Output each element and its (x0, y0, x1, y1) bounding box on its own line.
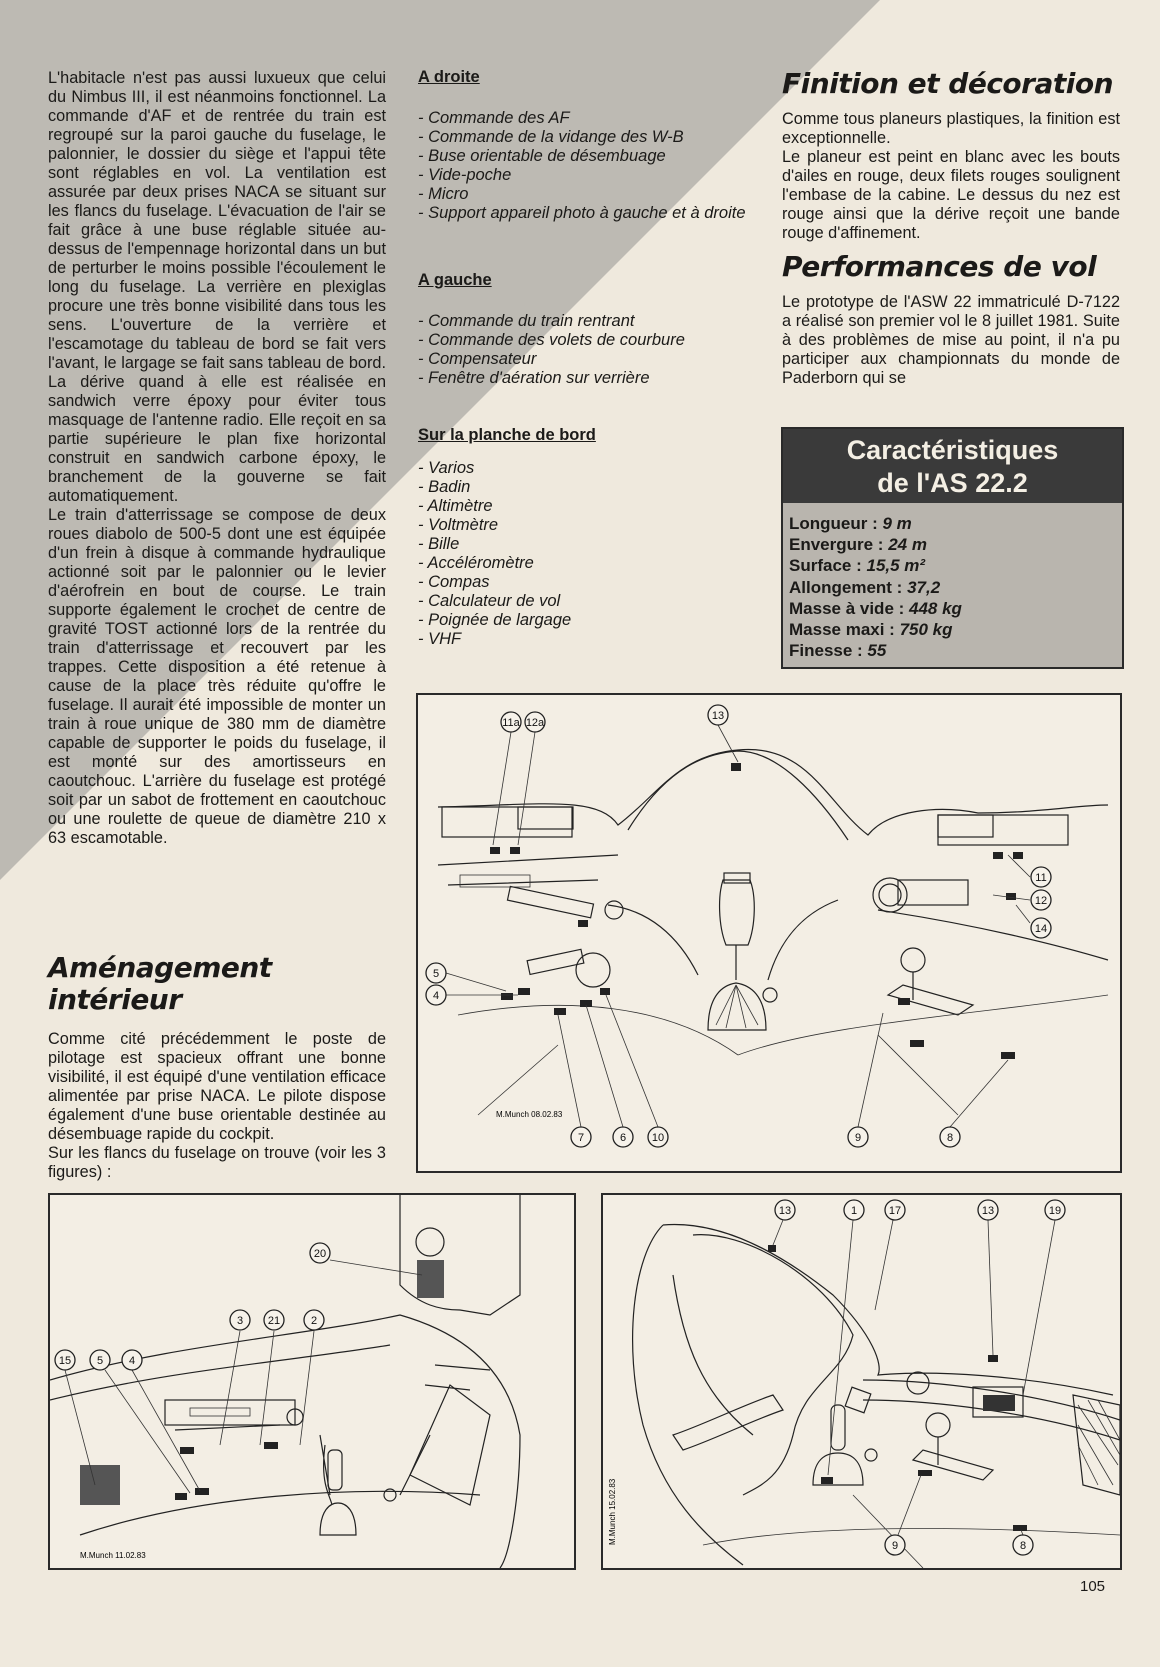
spec-row: Finesse : 55 (789, 641, 887, 661)
list-item: - Badin (418, 478, 758, 497)
callout-label: 12a (525, 717, 545, 729)
finition-paragraph: Comme tous planeurs plastiques, la finition est exceptionnelle. (782, 110, 1120, 147)
left-section-2 (48, 952, 386, 1182)
list-item: - Compensateur (418, 350, 758, 369)
callout-label: 9 (854, 1132, 862, 1144)
list-item: - Calculateur de vol (418, 592, 758, 611)
spec-row: Envergure : 24 m (789, 535, 927, 555)
callout-label: 15 (58, 1355, 72, 1367)
figure-left-side (48, 1193, 576, 1570)
page-number: 105 (1080, 1578, 1106, 1595)
train-paragraph: Le train d'atterrissage se compose de deux roues diabolo de 500-5 dont une est équipée d'un frein à disque à commande hydraulique actionné soit par le palonnier ou le levier d'aérofrein en bout de course. Le train supporte également le crochet de centre de gravité TOST actionné lors de la rentrée du train d'atterrissage et recouvert par les trappes. Cette disposition a été retenue à cause de la place très réduite qu'offre le fuselage. Il aurait été impossible de monter un train à roue unique de 380 mm de diamètre capable de supporter le poids du fuselage, il est monté sur des amortisseurs en caoutchouc. L'arrière du fuselage est protégé soit par un sabot de frottement en caoutchouc ou une roulette de queue de diamètre 210 x 63 escamotable. (48, 506, 386, 847)
list-item: - Varios (418, 459, 758, 478)
callout-label: 4 (128, 1355, 136, 1367)
left-side-drawing (50, 1195, 574, 1568)
group-a-droite (418, 68, 758, 223)
callout-label: 17 (888, 1205, 902, 1217)
section-heading-finition: Finition et décoration (782, 67, 1114, 100)
list-item: - Voltmètre (418, 516, 758, 535)
performances-paragraph: Le prototype de l'ASW 22 immatriculé D-7122 a réalisé son premier vol le 8 juillet 1981. Suite à des problèmes de mise au point, il n'a pu participer aux championnats du monde de Paderborn qui se (782, 293, 1120, 387)
right-side-drawing (603, 1195, 1120, 1568)
intro-paragraph: L'habitacle n'est pas aussi luxueux que celui du Nimbus III, il est néanmoins fonctionnel. La commande d'AF et de rentrée du train est regroupé sur la paroi gauche du fuselage, le palonnier, le dossier du siège et l'appui tête sont réglables en vol. La ventilation est assurée par deux prises NACA se situant sur les flancs du fuselage. L'évacuation de l'air se fait grâce à une buse réglable située au-dessus de l'empennage horizontal dans un but de perturber le moins possible l'écoulement le long du fuselage. La verrière en plexiglas procure une très bonne visibilité dans tous les sens. L'ouverture de la verrière et l'escamotage du tableau de bord se fait vers l'avant, le largage se fait sans tableau de bord. La dérive quand à elle est réalisée en sandwich verre époxy pour éviter tous masquage de l'antenne radio. Elle reçoit en sa partie supérieure le plan fixe horizontal construit en sandwich carbone époxy, le branchement de la gouverne se fait automatiquement. (48, 69, 386, 505)
group-title: A droite (418, 68, 480, 86)
amenagement-paragraph: Comme cité précédemment le poste de pilotage est spacieux offrant une bonne visibilité, il est équipé d'une ventilation efficace alimentée par prise NACA. Le pilote dispose également d'une buse orientable destinée au désembuage rapide du cockpit. (48, 1030, 386, 1143)
callout-label: 11 (1035, 872, 1047, 884)
spec-row: Longueur : 9 m (789, 514, 912, 533)
list-item: - Altimètre (418, 497, 758, 516)
list-item: - Buse orientable de désembuage (418, 147, 758, 166)
spec-title-line-2: de l'AS 22.2 (877, 468, 1028, 498)
section-heading-amenagement: Aménagement intérieur (48, 951, 272, 1016)
figure-signature: M.Munch 08.02.83 (496, 1110, 563, 1119)
callout-label: 11a (502, 717, 520, 729)
list-item: - Micro (418, 185, 758, 204)
callout-label: 6 (619, 1132, 627, 1144)
list-item: - Bille (418, 535, 758, 554)
right-column (782, 68, 1120, 388)
spec-row: Masse à vide : 448 kg (789, 598, 962, 618)
figure-right-side (601, 1193, 1122, 1570)
group-planche-de-bord (418, 426, 758, 649)
finition-paragraph: Le planeur est peint en blanc avec les bouts d'ailes en rouge, deux filets rouges soulignent l'embase de la cabine. Le dessus du nez est rouge ainsi que la dérive reçoit une bande rouge d'affinement. (782, 148, 1120, 242)
section-heading-performances: Performances de vol (782, 250, 1097, 283)
cockpit-drawing (418, 695, 1120, 1171)
callout-label: 21 (267, 1315, 281, 1327)
callout-label: 2 (310, 1315, 318, 1327)
callout-label: 9 (891, 1540, 899, 1552)
callout-label: 7 (577, 1132, 585, 1144)
list-item: - Commande de la vidange des W-B (418, 128, 758, 147)
figure-signature: M.Munch 15.02.83 (608, 1478, 617, 1545)
callout-label: 8 (946, 1132, 954, 1144)
spec-box-title (783, 429, 1122, 503)
middle-column (418, 68, 758, 689)
callout-label: 4 (432, 990, 440, 1002)
list-item: - Commande des volets de courbure (418, 331, 758, 350)
callout-label: 8 (1019, 1540, 1027, 1552)
callout-label: 3 (236, 1315, 244, 1327)
spec-row: Allongement : 37,2 (789, 577, 941, 597)
callout-label: 14 (1034, 923, 1048, 935)
list-item: - Poignée de largage (418, 611, 758, 630)
list-item: - Support appareil photo à gauche et à droite (418, 204, 758, 223)
callout-label: 13 (711, 710, 725, 722)
callout-label: 19 (1048, 1205, 1062, 1217)
callout-label: 5 (96, 1355, 104, 1367)
group-a-gauche (418, 271, 758, 388)
list-item: - Accéléromètre (418, 554, 758, 573)
spec-row: Surface : 15,5 m² (789, 556, 926, 576)
list-item: - Commande des AF (418, 109, 758, 128)
amenagement-intro-list: Sur les flancs du fuselage on trouve (voir les 3 figures) : (48, 1144, 386, 1181)
figure-signature: M.Munch 11.02.83 (80, 1551, 146, 1560)
callout-label: 5 (432, 968, 440, 980)
callout-label: 20 (313, 1248, 327, 1260)
figure-cockpit-panel (416, 693, 1122, 1173)
callout-label: 1 (850, 1205, 858, 1217)
list-item: - VHF (418, 630, 758, 649)
group-title: Sur la planche de bord (418, 426, 596, 444)
callout-label: 13 (981, 1205, 995, 1217)
list-item: - Compas (418, 573, 758, 592)
spec-row: Masse maxi : 750 kg (789, 620, 953, 640)
spec-title-line-1: Caractéristiques (846, 435, 1059, 465)
group-title: A gauche (418, 271, 492, 289)
callout-label: 10 (651, 1132, 665, 1144)
list-item: - Fenêtre d'aération sur verrière (418, 369, 758, 388)
list-item: - Commande du train rentrant (418, 312, 758, 331)
spec-list (789, 513, 1122, 661)
list-item: - Vide-poche (418, 166, 758, 185)
callout-label: 13 (778, 1205, 792, 1217)
left-column (48, 69, 386, 848)
callout-label: 12 (1034, 895, 1048, 907)
spec-box (781, 427, 1124, 669)
